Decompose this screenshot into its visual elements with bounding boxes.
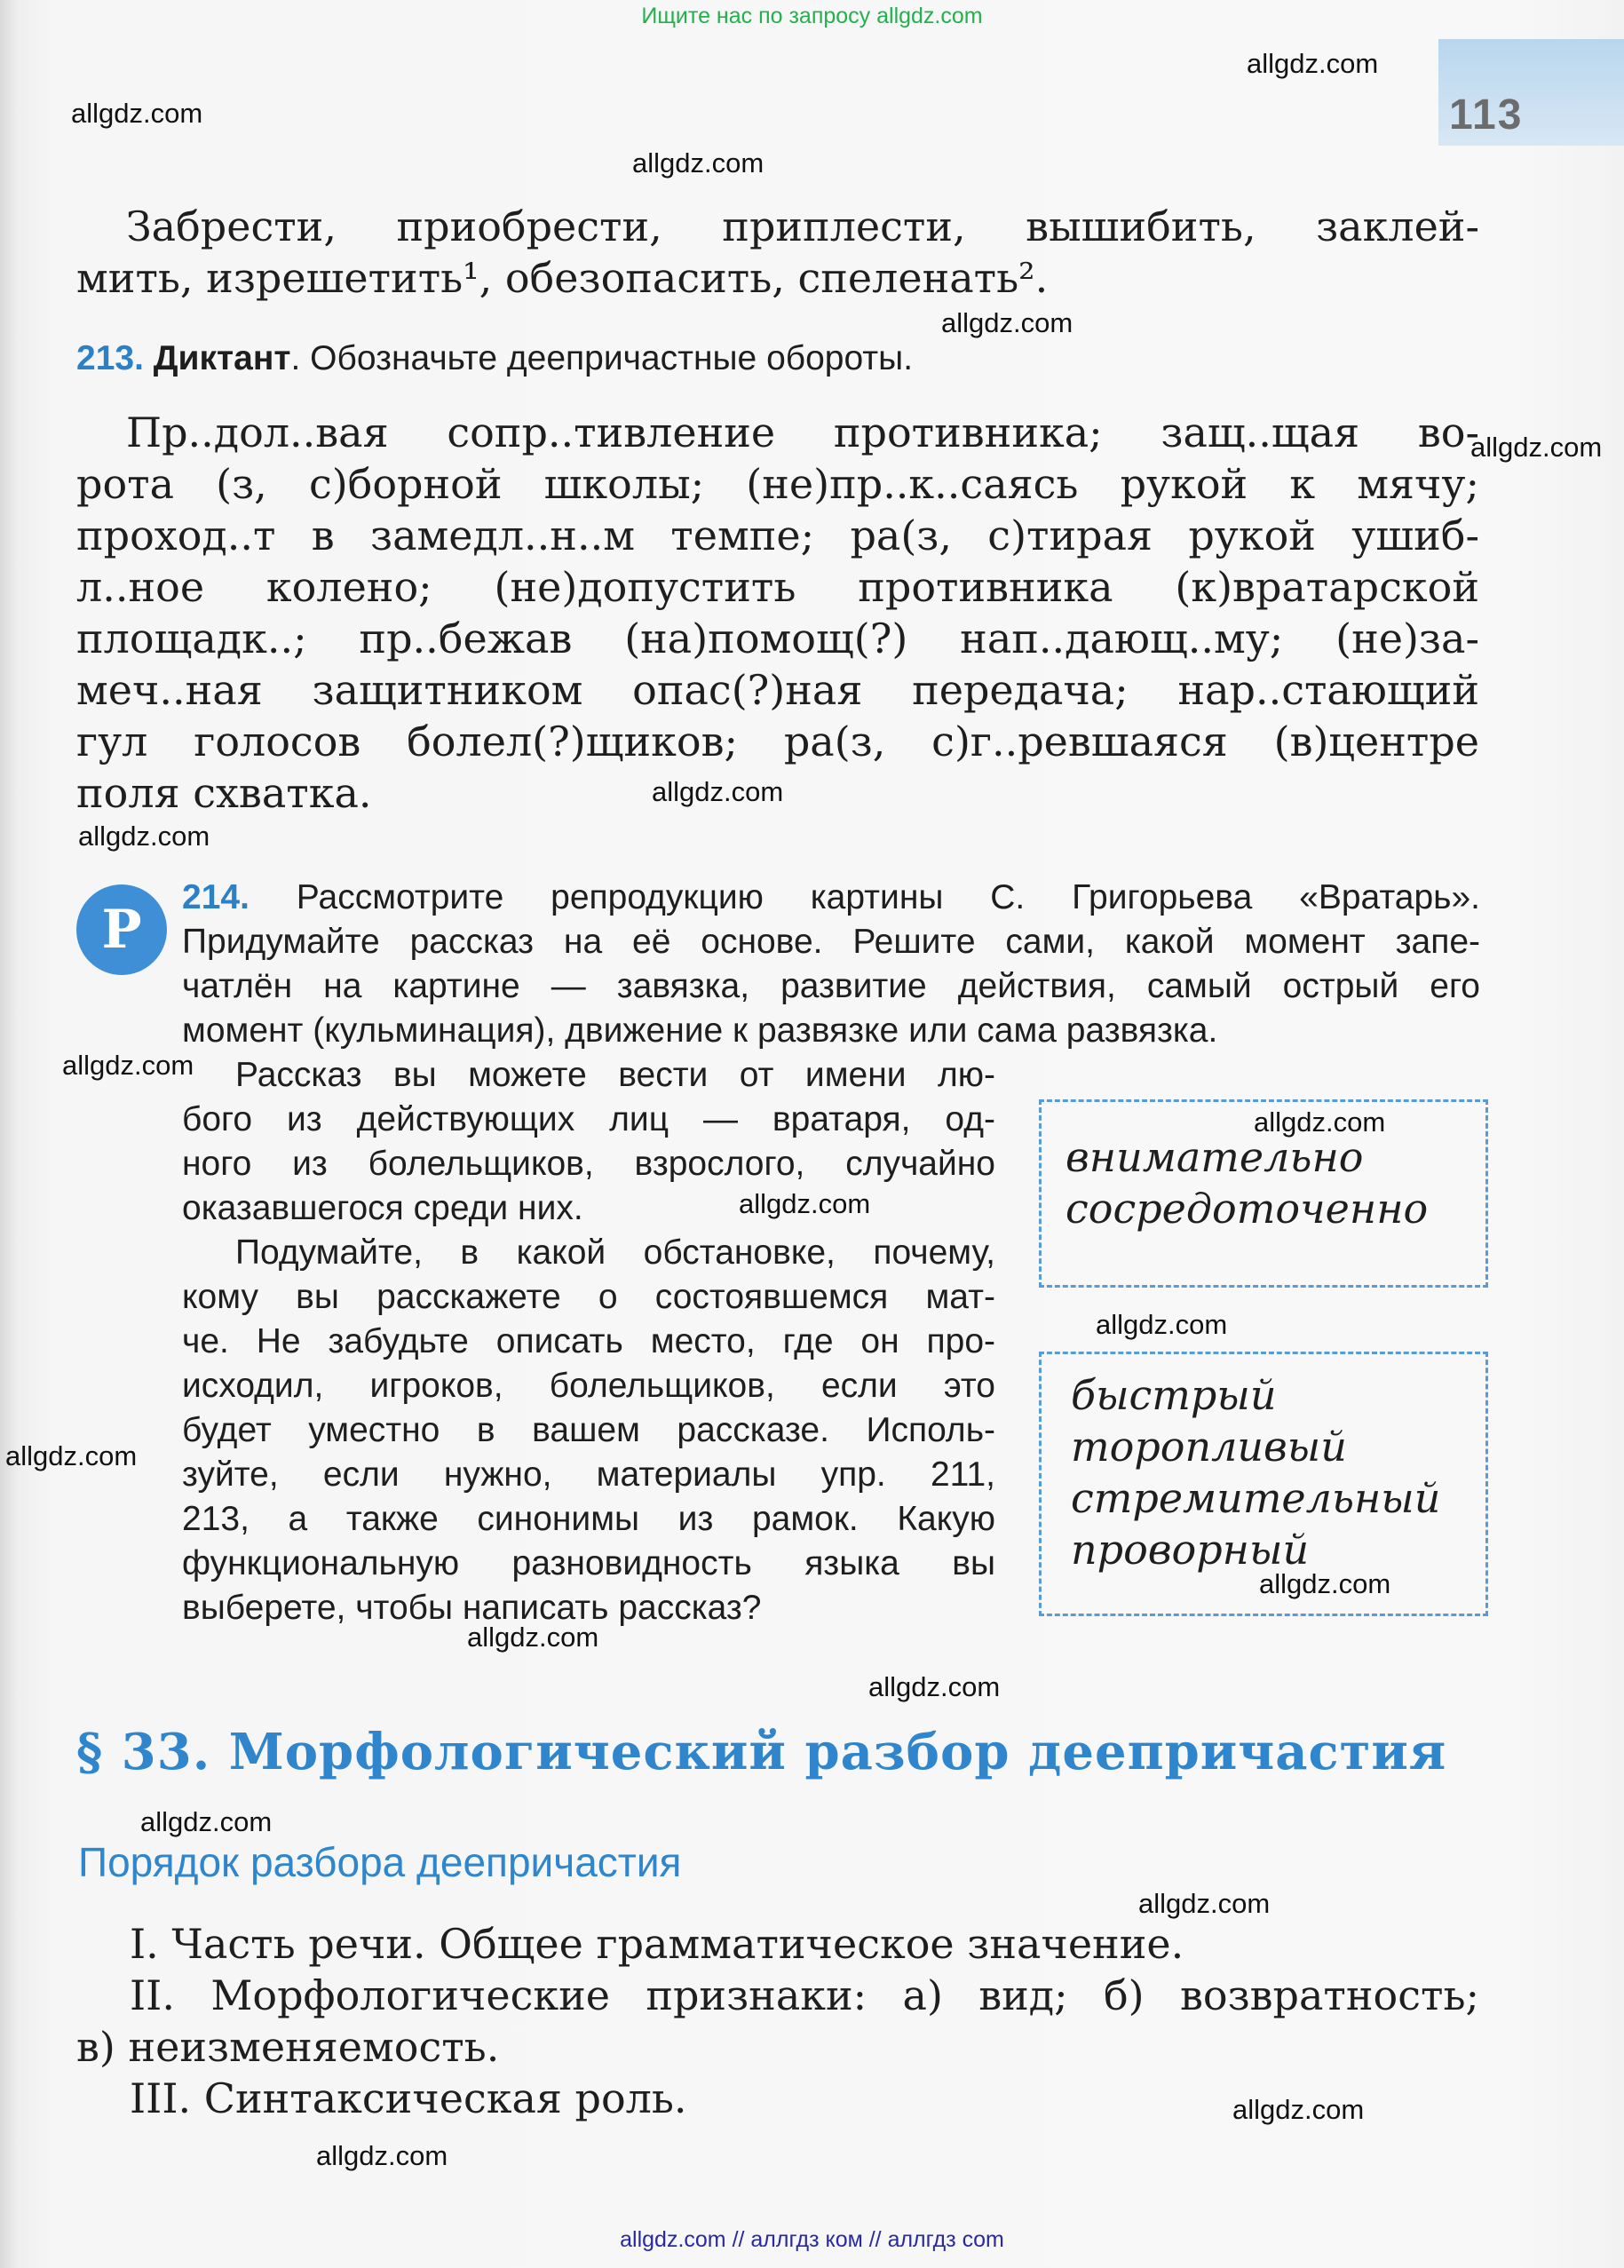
exercise-214-number: 214. — [182, 878, 250, 916]
watermark: allgdz.com — [1470, 432, 1603, 463]
watermark: allgdz.com — [941, 307, 1073, 338]
intro-line-1: Забрести, приобрести, приплести, вышибить, заклей- — [126, 202, 1479, 250]
section-title: § 33. Морфологический разбор деепричастия — [76, 1723, 1447, 1781]
watermark: allgdz.com — [1247, 48, 1379, 79]
ex213-line: л..ное колено; (не)допустить противника (к)вратарской — [76, 563, 1479, 611]
watermark: allgdz.com — [1096, 1309, 1228, 1340]
ex214-line: будет уместно в вашем рассказе. Исполь- — [182, 1411, 995, 1449]
page-number: 113 — [1449, 91, 1524, 139]
ex214-line: момент (кульминация), движение к развязке или сама развязка. — [182, 1011, 1218, 1050]
ex214-line: исходил, игроков, болельщиков, если это — [182, 1367, 995, 1405]
watermark: allgdz.com — [467, 1622, 599, 1653]
watermark: allgdz.com — [5, 1440, 138, 1471]
ex213-line: площадк..; пр..бежав (на)помощ(?) нап..дающ..му; (не)за- — [76, 615, 1479, 662]
analysis-step: III. Синтаксическая роль. — [130, 2074, 687, 2122]
watermark: allgdz.com — [739, 1188, 871, 1219]
watermark: allgdz.com — [62, 1050, 194, 1081]
ex214-line: 213, а также синонимы из рамок. Какую — [182, 1500, 995, 1538]
watermark: allgdz.com — [1254, 1106, 1386, 1138]
ex213-line: проход..т в замедл..н..м темпе; ра(з, с)тирая рукой ушиб- — [76, 511, 1479, 559]
watermark: allgdz.com — [78, 821, 210, 852]
intro-line-2: мить, изрешетить¹, обезопасить, спеленать². — [76, 254, 1049, 302]
ex214-line-text: Рассмотрите репродукцию картины С. Григорьева «Вратарь». — [296, 878, 1480, 916]
synonym-word: внимательно — [1066, 1133, 1364, 1181]
watermark: allgdz.com — [652, 776, 784, 807]
ex213-line: меч..ная защитником опас(?)ная передача; нар..стающий — [76, 666, 1479, 714]
watermark: allgdz.com — [632, 147, 764, 178]
synonym-word: проворный — [1071, 1526, 1310, 1574]
ex214-line — [182, 876, 1480, 920]
ex214-line: Рассказ вы можете вести от имени лю- — [235, 1056, 995, 1094]
ex214-line: зуйте, если нужно, материалы упр. 211, — [182, 1455, 995, 1494]
watermark: allgdz.com — [1232, 2094, 1365, 2125]
ex213-line: Пр..дол..вая сопр..тивление противника; защ..щая во- — [126, 408, 1479, 456]
ex213-line: гул голосов болел(?)щиков; ра(з, с)г..ревшаяся (в)центре — [76, 718, 1479, 765]
top-promo-text[interactable]: Ищите нас по запросу allgdz.com — [641, 4, 983, 28]
synonym-word: торопливый — [1071, 1423, 1347, 1471]
exercise-213-title: Диктант — [153, 339, 291, 377]
bottom-promo-text[interactable]: allgdz.com // аллгдз ком // аллгдз com — [620, 2227, 1004, 2252]
ex214-line: чатлён на картине — завязка, развитие действия, самый острый его — [182, 967, 1480, 1005]
ex214-line: оказавшегося среди них. — [182, 1189, 583, 1227]
ex213-line: рота (з, с)борной школы; (не)пр..к..саясь рукой к мячу; — [76, 460, 1479, 508]
speech-development-badge: Р — [76, 884, 167, 975]
exercise-213-header — [76, 339, 913, 378]
ex214-line: че. Не забудьте описать место, где он про- — [182, 1322, 995, 1360]
ex214-line: Придумайте рассказ на её основе. Решите сами, какой момент запе- — [182, 923, 1480, 961]
ex214-line: бого из действующих лиц — вратаря, од- — [182, 1100, 995, 1138]
analysis-step: в) неизменяемость. — [76, 2023, 500, 2071]
section-subtitle: Порядок разбора деепричастия — [78, 1839, 682, 1885]
ex214-line: ного из болельщиков, взрослого, случайно — [182, 1145, 995, 1183]
watermark: allgdz.com — [140, 1806, 273, 1837]
analysis-step: I. Часть речи. Общее грамматическое значение. — [130, 1920, 1184, 1968]
synonym-word: стремительный — [1071, 1474, 1441, 1522]
synonym-word: быстрый — [1071, 1371, 1277, 1419]
watermark: allgdz.com — [316, 2140, 448, 2171]
exercise-213-instruction: . Обозначьте деепричастные обороты. — [290, 339, 914, 377]
ex214-line: кому вы расскажете о состоявшемся мат- — [182, 1278, 995, 1316]
exercise-213-number: 213. — [76, 339, 144, 377]
synonym-word: сосредоточенно — [1066, 1185, 1429, 1233]
analysis-step: II. Морфологические признаки: а) вид; б) возвратность; — [130, 1971, 1479, 2019]
watermark: allgdz.com — [868, 1671, 1001, 1702]
ex214-line: функциональную разновидность языка вы — [182, 1544, 995, 1582]
watermark: allgdz.com — [71, 98, 203, 129]
watermark: allgdz.com — [1259, 1568, 1391, 1599]
ex214-line: выберете, чтобы написать рассказ? — [182, 1589, 762, 1627]
ex214-line: Подумайте, в какой обстановке, почему, — [235, 1233, 995, 1272]
watermark: allgdz.com — [1138, 1888, 1271, 1919]
ex213-line: поля схватка. — [76, 769, 372, 817]
